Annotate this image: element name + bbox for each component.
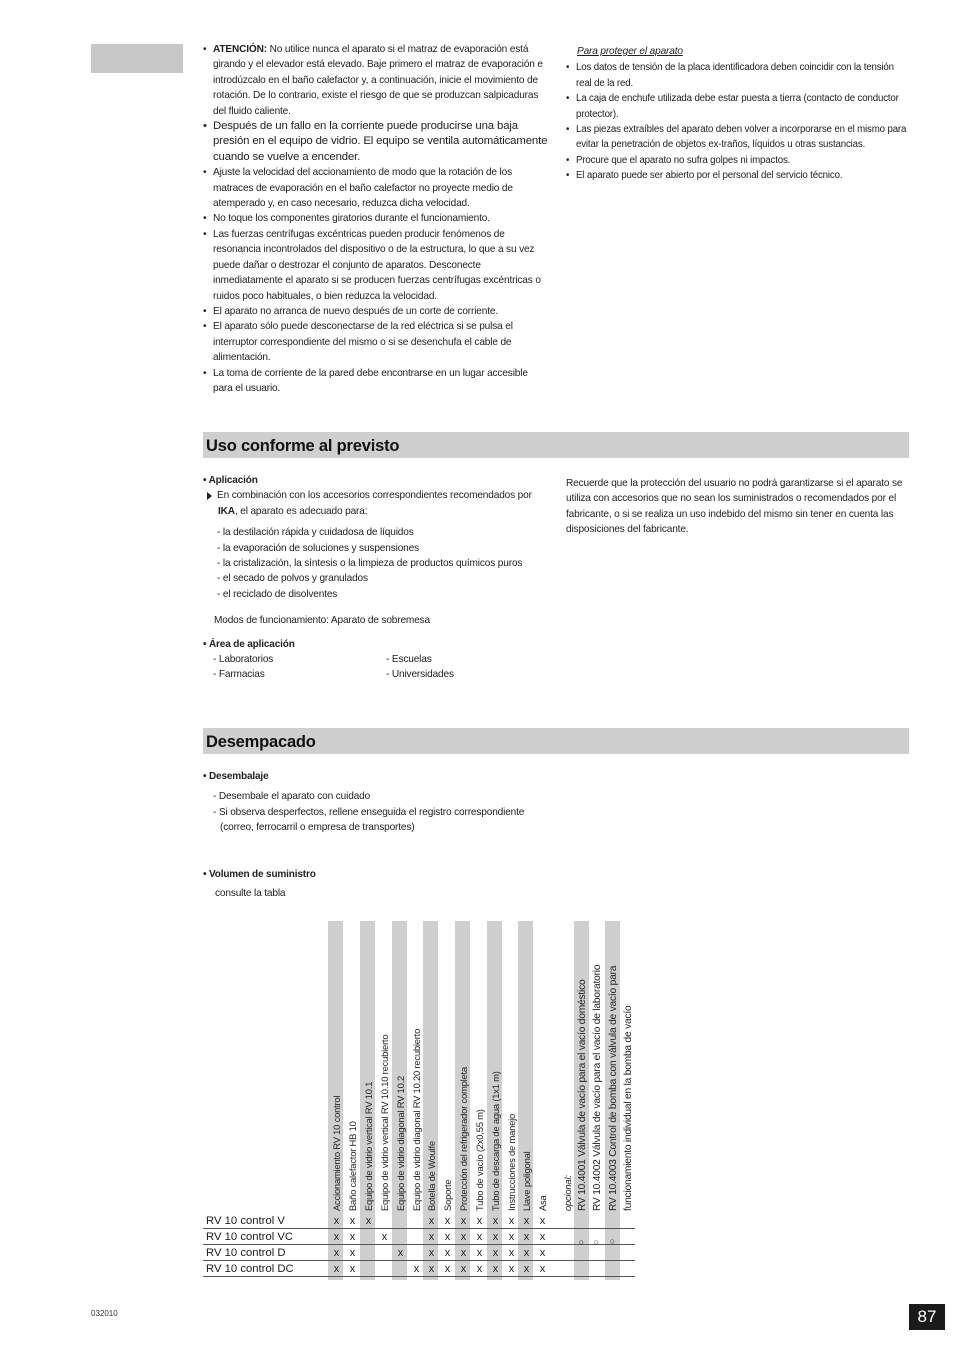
column-header: opcional: [562, 1175, 573, 1211]
table-cell-mark: x [444, 1247, 451, 1259]
use-item: - la evaporación de soluciones y suspensiones [217, 542, 419, 554]
table-cell-mark: x [428, 1215, 435, 1227]
safety-item: • No toque los componentes giratorios durante el funcionamiento. [203, 211, 548, 226]
table-cell-mark: x [444, 1263, 451, 1275]
protection-note: Recuerde que la protección del usuario no podrá garantizarse si el aparato se utiliza con accesorios que no sean los suministrados o recomendados por el fabricante, o si se realiza un uso indebido del mismo sin tener en cuenta las disposiciones del fabricante. [566, 478, 903, 536]
safety-item: • ATENCIÓN: No utilice nunca el aparato si el matraz de evaporación está girando y el elevador está elevado. Baje primero el matraz de evaporación e introdúzcalo en el baño calefactor y, a continuación, inicie el movimiento de rotación. De lo contrario, existe el riesgo de que se produzcan salpicaduras del fluido caliente. [203, 42, 548, 119]
table-cell-mark: x [413, 1263, 420, 1275]
protect-item: • Procure que el aparato no sufra golpes ni impactos. [566, 153, 911, 168]
table-cell-mark: x [523, 1263, 530, 1275]
section-title-uso: Uso conforme al previsto [206, 437, 400, 455]
section-tab-marker [91, 44, 183, 73]
safety-item: • La toma de corriente de la pared debe encontrarse en un lugar accesible para el usuario. [203, 366, 548, 397]
table-cell-mark: x [492, 1263, 499, 1275]
aplicacion-block [203, 473, 551, 683]
table-cell-mark: x [333, 1231, 340, 1243]
volumen-label: • Volumen de suministro [203, 868, 316, 880]
table-cell-mark: x [523, 1215, 530, 1227]
use-item: - el secado de polvos y granulados [217, 573, 368, 585]
use-item: - el reciclado de disolventes [217, 588, 338, 600]
document-id: 032010 [91, 1309, 118, 1318]
safety-item: • Las fuerzas centrífugas excéntricas pueden producir fenómenos de resonancia incontrolados del dispositivo o de la estructura, lo que a su vez puede dañar o destrozar el conjunto de aparatos. Desconecte inmediatamente el aparato si se producen fuerzas centrífugas excéntricas o ruidos poco habituales, o bien reduzca la velocidad. [203, 227, 548, 304]
column-header: Equipo de vidrio diagonal RV 10.20 recubierto [411, 1028, 422, 1211]
table-cell-mark: x [508, 1215, 515, 1227]
table-cell-mark: x [428, 1247, 435, 1259]
desembalaje-item: - Desembale el aparato con cuidado [213, 791, 371, 803]
table-cell-mark: x [476, 1263, 483, 1275]
table-cell-mark: x [539, 1247, 546, 1259]
table-cell-mark: x [349, 1263, 356, 1275]
safety-item: • Ajuste la velocidad del accionamiento de modo que la rotación de los matraces de evaporación en el baño calefactor no proyecte medio de atemperado y, en caso necesario, reduzca dicha velocidad. [203, 165, 548, 211]
table-cell-mark: x [523, 1247, 530, 1259]
column-header: Instrucciones de manejo [506, 1113, 517, 1211]
section-band-desempacado [203, 728, 909, 754]
protect-item: • Las piezas extraíbles del aparato deben volver a incorporarse en el mismo para evitar la penetración de objetos ex-traños, líquidos u otras sustancias. [566, 122, 911, 153]
section-band-uso [203, 432, 909, 458]
modes-text: Modos de funcionamiento: Aparato de sobremesa [214, 615, 431, 627]
protect-item: • El aparato puede ser abierto por el personal del servicio técnico. [566, 168, 911, 183]
table-cell-mark: x [476, 1247, 483, 1259]
column-header: Tubo de descarga de agua (1x1 m) [490, 1071, 501, 1211]
desembalaje-block [203, 769, 551, 901]
arrow-right-icon [207, 492, 212, 500]
table-cell-mark: x [476, 1215, 483, 1227]
use-item: - la cristalización, la síntesis o la limpieza de productos químicos puros [217, 558, 523, 570]
table-cell-mark: x [492, 1215, 499, 1227]
area-item: - Universidades [386, 669, 454, 681]
table-cell-mark: x [476, 1231, 483, 1243]
area-item: - Laboratorios [213, 654, 274, 666]
safety-list-right [566, 44, 911, 184]
table-row-label: RV 10 control DC [206, 1263, 294, 1275]
table-cell-mark: x [460, 1247, 467, 1259]
table-cell-mark: x [397, 1247, 404, 1259]
area-item: - Farmacias [213, 669, 265, 681]
safety-list-left [203, 42, 548, 396]
table-cell-mark: x [523, 1231, 530, 1243]
table-cell-mark: x [508, 1247, 515, 1259]
table-cell-mark: x [333, 1263, 340, 1275]
column-header: Botella de Woulfe [426, 1141, 437, 1211]
table-cell-mark: x [539, 1215, 546, 1227]
table-cell-mark: x [349, 1231, 356, 1243]
table-cell-mark: x [444, 1215, 451, 1227]
column-header: Equipo de vidrio vertical RV 10.1 [363, 1081, 374, 1211]
safety-item: • El aparato no arranca de nuevo después de un corte de corriente. [203, 304, 548, 319]
table-cell-mark: x [460, 1231, 467, 1243]
table-cell-mark: x [492, 1247, 499, 1259]
desembalaje-label: • Desembalaje [203, 771, 269, 782]
table-cell-mark: x [539, 1231, 546, 1243]
table-cell-mark: x [539, 1263, 546, 1275]
desembalaje-item: - Si observa desperfectos, rellene enseguida el registro correspondiente [213, 806, 525, 818]
table-cell-mark: x [349, 1215, 356, 1227]
table-cell-mark: x [333, 1215, 340, 1227]
supply-table [203, 921, 635, 1280]
column-header: RV 10.4002 Válvula de vacío para el vacío de laboratorio [592, 964, 603, 1211]
column-header: Equipo de vidrio vertical RV 10.10 recubierto [379, 1034, 390, 1211]
table-cell-mark: x [492, 1231, 499, 1243]
protect-heading: Para proteger el aparato [577, 46, 683, 57]
table-row-label: RV 10 control V [206, 1215, 285, 1227]
table-cell-mark: x [508, 1231, 515, 1243]
column-header: funcionamiento individual en la bomba de vacío [623, 1005, 634, 1211]
section-title-desempacado: Desempacado [206, 733, 316, 751]
safety-item: • Después de un fallo en la corriente puede producirse una baja presión en el equipo de vidrio. El equipo se ventila automáticamente cuando se vuelve a encender. [203, 119, 548, 165]
column-header: RV 10.4001 Válvula de vacío para el vacío doméstico [577, 979, 588, 1211]
column-header: Accionamiento RV 10 control [331, 1095, 342, 1211]
protect-item: • Los datos de tensión de la placa identificadora deben coincidir con la tensión real de la red. [566, 60, 911, 91]
column-header: Baño calefactor HB 10 [347, 1121, 358, 1211]
area-label: • Área de aplicación [203, 638, 295, 650]
column-header: Asa [537, 1195, 548, 1211]
table-cell-mark: x [349, 1247, 356, 1259]
area-item: - Escuelas [386, 654, 432, 666]
volumen-note: consulte la tabla [215, 888, 286, 900]
table-row-label: RV 10 control VC [206, 1231, 294, 1243]
table-cell-mark: x [444, 1231, 451, 1243]
table-cell-mark: x [460, 1263, 467, 1275]
protect-item: • La caja de enchufe utilizada debe estar puesta a tierra (contacto de conductor protector). [566, 91, 911, 122]
table-cell-mark: x [428, 1231, 435, 1243]
aplicacion-intro: En combinación con los accesorios correspondientes recomendados por IKA, el aparato es adecuado para: [203, 488, 551, 519]
table-cell-mark: x [508, 1263, 515, 1275]
table-row-label: RV 10 control D [206, 1247, 286, 1259]
safety-item: • El aparato sólo puede desconectarse de la red eléctrica si se pulsa el interruptor correspondiente del mismo o si se desenchufa el cable de alimentación. [203, 319, 548, 365]
table-cell-mark: x [333, 1247, 340, 1259]
desembalaje-item: (correo, ferrocarril o empresa de transportes) [220, 822, 415, 834]
page-number: 87 [909, 1304, 945, 1330]
table-cell-mark: x [365, 1215, 372, 1227]
column-header: Protección del refrigerador completa [458, 1067, 469, 1211]
table-cell-mark: x [460, 1215, 467, 1227]
table-cell-mark: x [381, 1231, 388, 1243]
column-header: Tubo de vacío (2x0,55 m) [474, 1109, 485, 1211]
column-header: Equipo de vidrio diagonal RV 10.2 [395, 1076, 406, 1211]
column-header: Soporte [442, 1179, 453, 1211]
table-cell-mark: x [428, 1263, 435, 1275]
column-header: Llave poligonal [521, 1151, 532, 1211]
optional-mark: ○ [578, 1237, 585, 1247]
column-header: RV 10.4003 Control de bomba con válvula de vacío para [608, 965, 619, 1211]
use-item: - la destilación rápida y cuidadosa de líquidos [217, 527, 414, 539]
optional-mark: ○ [609, 1236, 616, 1246]
aplicacion-label: • Aplicación [203, 475, 258, 486]
optional-mark: ○ [593, 1237, 600, 1247]
